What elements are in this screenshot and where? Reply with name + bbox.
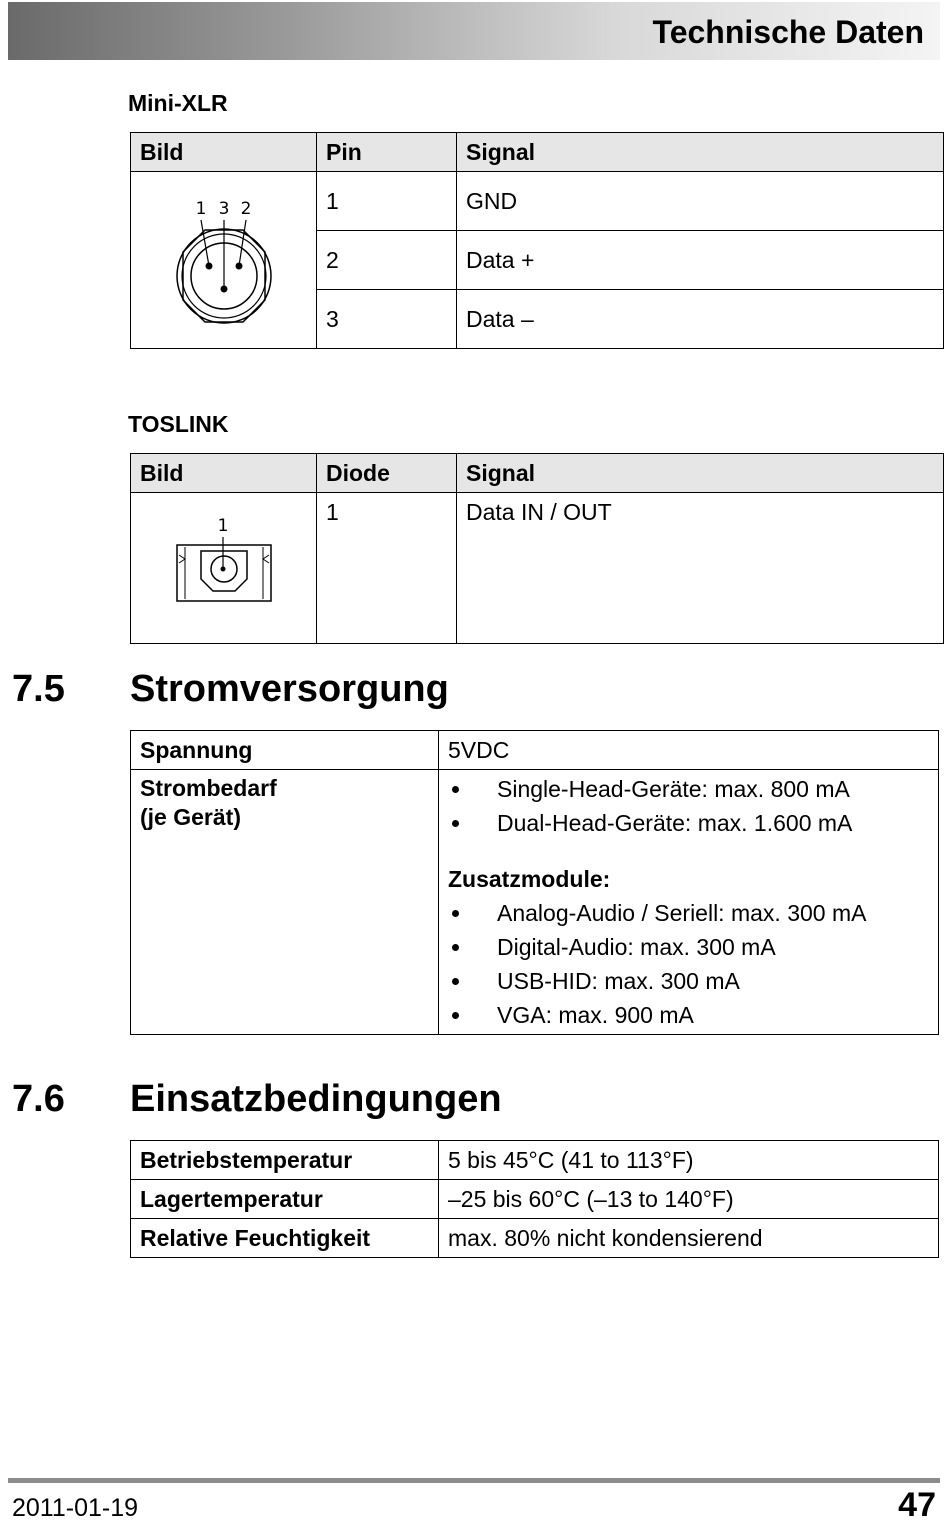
section-heading-power bbox=[12, 668, 449, 711]
footer-divider bbox=[8, 1478, 940, 1483]
list-item: Dual-Head-Geräte: max. 1.600 mA bbox=[448, 806, 938, 840]
diode-cell: 1 bbox=[317, 493, 457, 644]
current-value-cell bbox=[439, 770, 939, 1035]
list-item: USB-HID: max. 300 mA bbox=[448, 964, 938, 998]
table-row bbox=[131, 1219, 939, 1258]
mini-xlr-heading: Mini-XLR bbox=[128, 90, 228, 116]
column-header-bild: Bild bbox=[131, 133, 317, 172]
section-title: Stromversorgung bbox=[130, 668, 449, 710]
conditions-table bbox=[130, 1140, 939, 1258]
current-label-cell bbox=[131, 770, 439, 1035]
section-heading-conditions bbox=[12, 1078, 502, 1121]
device-list bbox=[448, 772, 938, 840]
toslink-table bbox=[130, 453, 944, 644]
signal-cell: Data + bbox=[457, 231, 944, 290]
column-header-diode: Diode bbox=[317, 454, 457, 493]
list-item: VGA: max. 900 mA bbox=[448, 998, 938, 1032]
mini-xlr-connector-icon bbox=[131, 172, 315, 348]
toslink-image-cell bbox=[131, 493, 317, 644]
column-header-pin: Pin bbox=[317, 133, 457, 172]
header-bar bbox=[8, 2, 940, 60]
modules-heading: Zusatzmodule: bbox=[448, 866, 611, 892]
toslink-connector-icon bbox=[131, 493, 315, 643]
pin-label-2: 2 bbox=[240, 199, 252, 219]
list-item: Digital-Audio: max. 300 mA bbox=[448, 930, 938, 964]
power-table bbox=[130, 730, 939, 1035]
page-title: Technische Daten bbox=[652, 14, 924, 50]
condition-value: 5 bis 45°C (41 to 113°F) bbox=[439, 1141, 939, 1180]
pin-label-3: 3 bbox=[218, 199, 230, 219]
toslink-heading: TOSLINK bbox=[128, 411, 229, 437]
column-header-bild: Bild bbox=[131, 454, 317, 493]
diode-label: 1 bbox=[217, 516, 229, 536]
mini-xlr-table bbox=[130, 132, 944, 349]
page-number: 47 bbox=[898, 1486, 936, 1524]
section-number: 7.5 bbox=[12, 668, 65, 710]
condition-label: Lagertemperatur bbox=[131, 1180, 439, 1219]
signal-cell: GND bbox=[457, 172, 944, 231]
mini-xlr-image-cell bbox=[131, 172, 317, 349]
list-item: Analog-Audio / Seriell: max. 300 mA bbox=[448, 896, 938, 930]
condition-label: Betriebstemperatur bbox=[131, 1141, 439, 1180]
section-number: 7.6 bbox=[12, 1078, 65, 1120]
pin-cell: 2 bbox=[317, 231, 457, 290]
section-title: Einsatzbedingungen bbox=[130, 1078, 502, 1120]
condition-label: Relative Feuchtigkeit bbox=[131, 1219, 439, 1258]
column-header-signal: Signal bbox=[457, 454, 944, 493]
table-row bbox=[131, 172, 944, 231]
pin-label-1: 1 bbox=[195, 199, 207, 219]
current-label-2: (je Gerät) bbox=[140, 804, 241, 830]
column-header-signal: Signal bbox=[457, 133, 944, 172]
voltage-label: Spannung bbox=[131, 731, 439, 770]
table-row bbox=[131, 493, 944, 644]
current-label: Strombedarf bbox=[140, 775, 277, 801]
signal-cell: Data – bbox=[457, 290, 944, 349]
signal-cell: Data IN / OUT bbox=[457, 493, 944, 644]
pin-cell: 3 bbox=[317, 290, 457, 349]
footer-date: 2011-01-19 bbox=[12, 1494, 139, 1522]
condition-value: max. 80% nicht kondensierend bbox=[439, 1219, 939, 1258]
pin-cell: 1 bbox=[317, 172, 457, 231]
module-list bbox=[448, 896, 938, 1032]
table-row bbox=[131, 1180, 939, 1219]
condition-value: –25 bis 60°C (–13 to 140°F) bbox=[439, 1180, 939, 1219]
voltage-value: 5VDC bbox=[439, 731, 939, 770]
list-item: Single-Head-Geräte: max. 800 mA bbox=[448, 772, 938, 806]
table-row bbox=[131, 1141, 939, 1180]
